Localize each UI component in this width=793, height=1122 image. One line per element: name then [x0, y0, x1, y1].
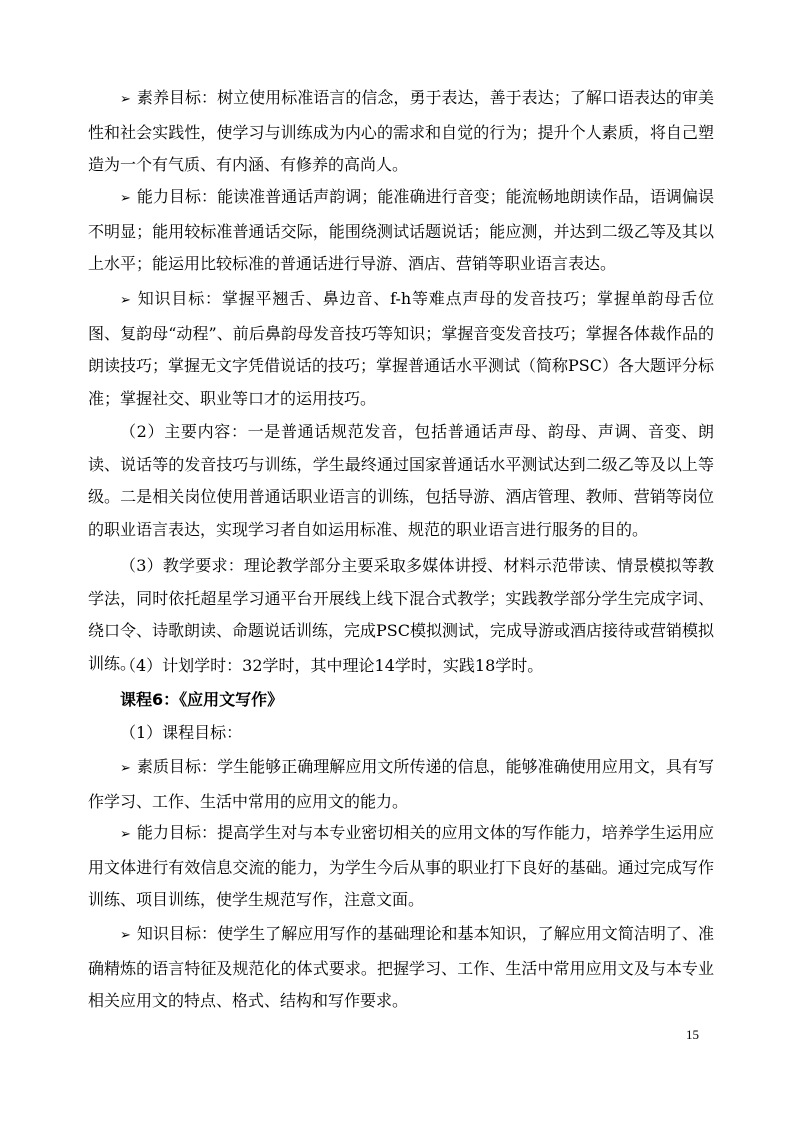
paragraph-knowledge-goal-2: ➢ 知识目标：使学生了解应用写作的基础理论和基本知识，了解应用文简洁明了、准确精炼的语言特征及规范化的体式要求。把握学习、工作、生活中常用应用文及与本专业相关应用文的特点、格式、结构和写作要求。 [88, 924, 714, 1010]
arrow-bullet-icon: ➢ [120, 761, 131, 776]
page-number: 15 [686, 1027, 699, 1042]
paragraph-teaching-requirements: （3）教学要求：理论教学部分主要采取多媒体讲授、材料示范带读、情景模拟等教学法，同时依托超星学习通平台开展线上线下混合式教学；实践教学部分学生完成字词、绕口令、诗歌朗读、命题说话训练，完成PSC模拟测试，完成导游或酒店接待或营销模拟训练。 [88, 556, 714, 673]
paragraph-planned-hours: （4）计划学时：32学时，其中理论14学时，实践18学时。 [120, 656, 544, 675]
paragraph-main-content: （2）主要内容：一是普通话规范发音，包括普通话声母、韵母、声调、音变、朗读、说话等的发音技巧与训练，学生最终通过国家普通话水平测试达到二级乙等及以上等级。二是相关岗位使用普通话职业语言的训练，包括导游、酒店管理、教师、营销等岗位的职业语言表达，实现学习者自如运用标准、规范的职业语言进行服务的目的。 [88, 422, 714, 539]
arrow-bullet-icon: ➢ [120, 827, 131, 842]
paragraph-ability-goal-2: ➢ 能力目标：提高学生对与本专业密切相关的应用文体的写作能力，培养学生运用应用文体进行有效信息交流的能力，为学生今后从事的职业打下良好的基础。通过完成写作训练、项目训练，使学生规范写作，注意文面。 [88, 823, 714, 909]
arrow-bullet-icon: ➢ [120, 293, 131, 308]
paragraph-course-goals: （1）课程目标： [120, 723, 243, 742]
paragraph-quality-goal: ➢ 素质目标：学生能够正确理解应用文所传递的信息，能够准确使用应用文，具有写作学习、工作、生活中常用的应用文的能力。 [88, 757, 714, 811]
arrow-bullet-icon: ➢ [120, 92, 131, 107]
paragraph-knowledge-goal: ➢ 知识目标：掌握平翘舌、鼻边音、f-h等难点声母的发音技巧；掌握单韵母舌位图、复韵母“动程”、前后鼻韵母发音技巧等知识；掌握音变发音技巧；掌握各体裁作品的朗读技巧；掌握无文字凭借说话的技巧；掌握普通话水平测试（简称PSC）各大题评分标准；掌握社交、职业等口才的运用技巧。 [88, 289, 714, 408]
arrow-bullet-icon: ➢ [120, 928, 131, 943]
paragraph-literacy-goal: ➢ 素养目标：树立使用标准语言的信念，勇于表达，善于表达；了解口语表达的审美性和社会实践性，使学习与训练成为内心的需求和自觉的行为；提升个人素质，将自己塑造为一个有气质、有内涵、有修养的高尚人。 [88, 88, 714, 174]
arrow-bullet-icon: ➢ [120, 191, 131, 206]
course-heading: 课程6：《应用文写作》 [120, 690, 284, 709]
paragraph-ability-goal: ➢ 能力目标：能读准普通话声韵调；能准确进行音变；能流畅地朗读作品，语调偏误不明显；能用较标准普通话交际，能围绕测试话题说话；能应测，并达到二级乙等及其以上水平；能运用比较标准的普通话进行导游、酒店、营销等职业语言表达。 [88, 187, 714, 273]
